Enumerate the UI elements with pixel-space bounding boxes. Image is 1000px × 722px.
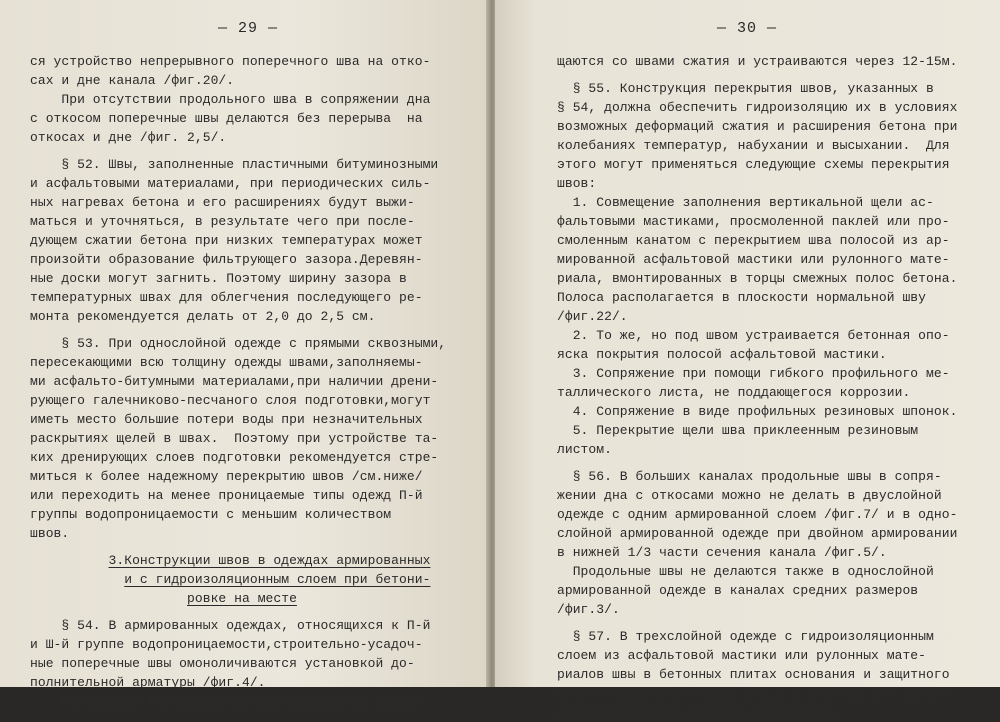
text-line: температурных швах для облегчения последующего ре-: [30, 290, 423, 305]
text-line: или переходить на менее проницаемые типы одежд П-й: [30, 488, 423, 503]
text-line: яска покрытия полосой асфальтовой мастики.: [557, 347, 887, 362]
text-line: смоленным канатом с перекрытием шва полосой из ар-: [557, 233, 950, 248]
text-line: Продольные швы не делаются также в однослойной: [557, 564, 934, 579]
text-line: § 57. В трехслойной одежде с гидроизоляционным: [557, 629, 934, 644]
paragraph-gap: [557, 459, 993, 467]
text-line: миться к более надежному перекрытию швов /см.ниже/: [30, 469, 423, 484]
text-line: рующего галечниково-песчаного слоя подготовки,могут: [30, 393, 431, 408]
text-line: полнительной арматуры /фиг.4/.: [30, 675, 266, 690]
text-line: щаются со швами сжатия и устраиваются через 12-15м.: [557, 54, 958, 69]
paragraph-gap: [30, 608, 482, 616]
text-line: 1. Совмещение заполнения вертикальной щели ас-: [557, 195, 934, 210]
text-line: иметь место большие потери воды при незначительных: [30, 412, 423, 427]
text-line: § 53. При однослойной одежде с прямыми сквозными,: [30, 336, 447, 351]
text-line: дующем сжатии бетона при низких температурах может: [30, 233, 423, 248]
paragraph-gap: [557, 71, 993, 79]
section-heading-text: и с гидроизоляционным слоем при бетони-: [124, 572, 431, 587]
text-line: в нижней 1/3 части сечения канала /фиг.5/.: [557, 545, 887, 560]
section-heading-text: 3.Конструкции швов в одеждах армированных: [108, 553, 431, 568]
text-line: няются пластично-упругим материалом.: [557, 705, 840, 720]
paragraph-gap: [30, 543, 482, 551]
paragraph-gap: [30, 326, 482, 334]
text-line: слоем из асфальтовой мастики или рулонных мате-: [557, 648, 927, 663]
text-line: пересекающими всю толщину одежды швами,заполняемы-: [30, 355, 423, 370]
text-line: 2. То же, но под швом устраивается бетонная опо-: [557, 328, 950, 343]
text-line: § 52. Швы, заполненные пластичными битуминозными: [30, 157, 439, 172]
text-line: ся устройство непрерывного поперечного шва на отко-: [30, 54, 431, 69]
text-line: § 54. В армированных одеждах, относящихся к П-й: [30, 618, 431, 633]
text-line: § 54, должна обеспечить гидроизоляцию их в условиях: [557, 100, 958, 115]
page-text: [30, 52, 482, 711]
text-line: колебаниях температур, набухании и высыхании. Для: [557, 138, 950, 153]
text-line: с откосом поперечные швы делаются без перерыва на: [30, 111, 423, 126]
text-line: риала, вмонтированных в торцы смежных полос бетона.: [557, 271, 958, 286]
text-line: риалов швы в бетонных плитах основания и защитного: [557, 667, 950, 682]
right-page: [495, 0, 1000, 720]
text-line: монта рекомендуется делать от 2,0 до 2,5 см.: [30, 309, 376, 324]
text-line: мированной асфальтовой мастики или рулонного мате-: [557, 252, 950, 267]
text-line: ных нагревах бетона и его расширениях будут выжи-: [30, 195, 415, 210]
text-line: сах и дне канала /фиг.20/.: [30, 73, 235, 88]
text-line: маться и уточняться, в результате чего при после-: [30, 214, 415, 229]
left-page: [0, 0, 489, 709]
paragraph-gap: [30, 147, 482, 155]
text-line: ми асфальто-битумными материалами,при наличии дрени-: [30, 374, 439, 389]
page-number: — 30 —: [717, 20, 778, 37]
page-number: — 29 —: [218, 20, 279, 37]
text-line: листом.: [557, 442, 612, 457]
text-line: [30, 589, 482, 608]
text-line: откосах и дне /фиг. 2,5/.: [30, 130, 227, 145]
text-line: фальтовыми мастиками, просмоленной паклей или про-: [557, 214, 950, 229]
text-line: этого могут применяться следующие схемы перекрытия: [557, 157, 950, 172]
text-line: ные доски могут загнить. Поэтому ширину зазора в: [30, 271, 407, 286]
text-line: возможных деформаций сжатия и расширения бетона при: [557, 119, 958, 134]
text-line: и Ш-й группе водопроницаемости,строительно-усадоч-: [30, 637, 423, 652]
text-line: раскрытиях щелей в швах. Поэтому при устройстве та-: [30, 431, 439, 446]
text-line: /фиг.22/.: [557, 309, 628, 324]
text-line: ные поперечные швы омоноличиваются установкой до-: [30, 656, 415, 671]
text-line: Полоса располагается в плоскости нормальной шву: [557, 290, 927, 305]
text-line: 4. Сопряжение в виде профильных резиновых шпонок.: [557, 404, 958, 419]
section-heading-text: ровке на месте: [187, 591, 297, 606]
text-line: При отсутствии продольного шва в сопряжении дна: [30, 92, 431, 107]
text-line: слойной армированной одежде при двойном армировании: [557, 526, 958, 541]
text-line: 5. Перекрытие щели шва приклеенным резиновым: [557, 423, 919, 438]
text-line: армированной одежде в каналах средних размеров: [557, 583, 919, 598]
text-line: § 55. Конструкция перекрытия швов, указанных в: [557, 81, 934, 96]
text-line: [30, 570, 482, 589]
text-line: § 56. В больших каналах продольные швы в сопря-: [557, 469, 942, 484]
text-line: произойти образование фильтрующего зазора.Деревян-: [30, 252, 423, 267]
text-line: ких дренирующих слоев подготовки рекомендуется стре-: [30, 450, 439, 465]
text-line: одежде с одним армированной слоем /фиг.7/ и в одно-: [557, 507, 958, 522]
text-line: швов:: [557, 176, 597, 191]
page-text: [557, 52, 993, 722]
text-line: группы водопроницаемости с меньшим количеством: [30, 507, 392, 522]
text-line: таллического листа, не поддающегося коррозии.: [557, 385, 911, 400]
paragraph-gap: [557, 619, 993, 627]
text-line: [30, 551, 482, 570]
text-line: жении дна с откосами можно не делать в двуслойной: [557, 488, 942, 503]
text-line: слоя устраиваются через 2-2,5 м впритык или запол-: [557, 686, 950, 701]
text-line: 3. Сопряжение при помощи гибкого профильного ме-: [557, 366, 950, 381]
text-line: швов.: [30, 526, 70, 541]
text-line: Поперечные температурные швы расширения совме-: [30, 694, 423, 709]
text-line: и асфальтовыми материалами, при периодических силь-: [30, 176, 431, 191]
text-line: /фиг.3/.: [557, 602, 620, 617]
